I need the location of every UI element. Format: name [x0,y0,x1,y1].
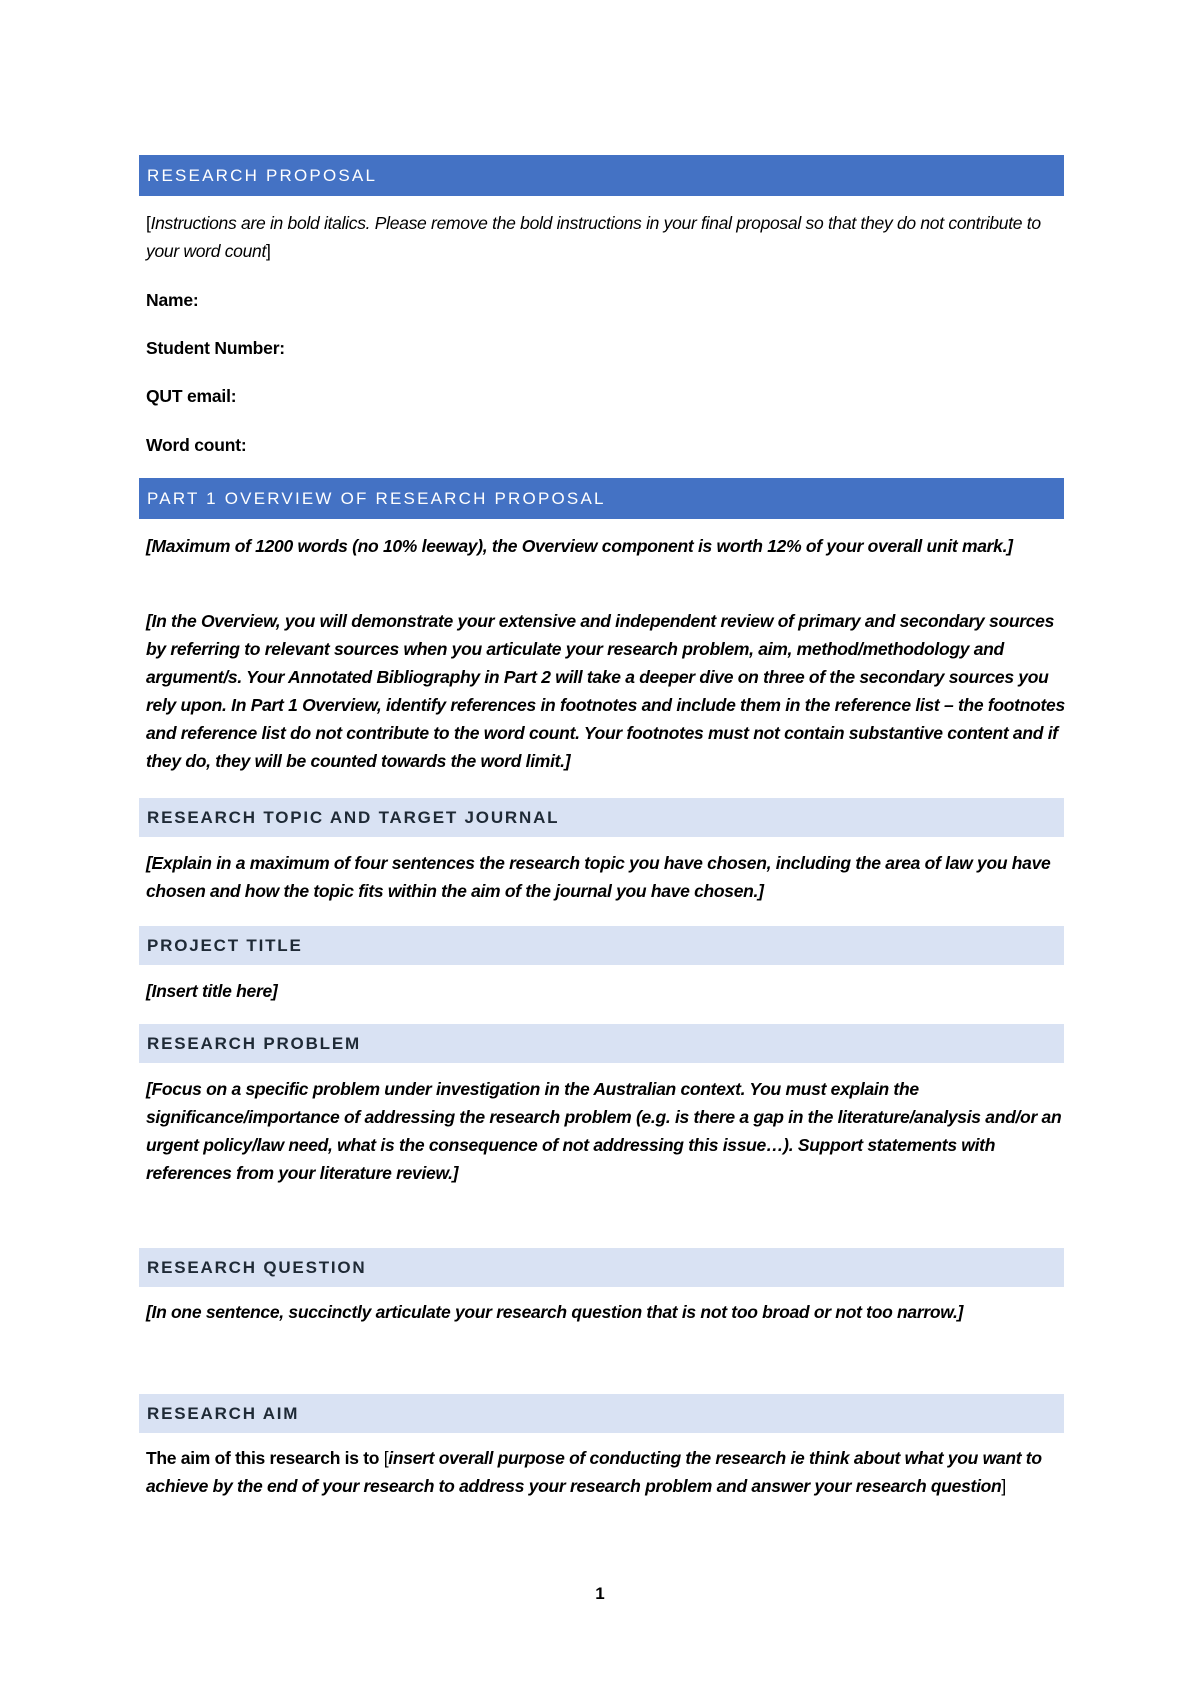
research-aim-header [139,1394,1064,1433]
research-proposal-header-text: RESEARCH PROPOSAL [147,166,378,185]
research-topic-header [139,798,1064,837]
research-aim-lead: The aim of this research is to [146,1448,384,1468]
research-proposal-header [139,155,1064,196]
research-topic-instruction: [Explain in a maximum of four sentences the research topic you have chosen, including the area of law you have chosen and how the topic fits within the aim of the journal you have chosen.] [146,853,1051,901]
intro-instruction [146,209,1066,265]
research-aim-header-text: RESEARCH AIM [147,1404,300,1423]
project-title-header [139,926,1064,965]
research-problem-header [139,1024,1064,1063]
research-question-instruction: [In one sentence, succinctly articulate your research question that is not too broad or not too narrow.] [146,1302,964,1322]
word-count-field-label: Word count: [146,435,247,455]
research-problem-header-text: RESEARCH PROBLEM [147,1034,361,1053]
research-topic-header-text: RESEARCH TOPIC AND TARGET JOURNAL [147,808,560,827]
student-number-field-label: Student Number: [146,338,285,358]
research-aim-body [146,1444,1066,1500]
part1-header-text: PART 1 OVERVIEW OF RESEARCH PROPOSAL [147,489,606,508]
research-question-header-text: RESEARCH QUESTION [147,1258,367,1277]
intro-instruction-text: Instructions are in bold italics. Please remove the bold instructions in your final proposal so that they do not contribute to your word count [146,213,1041,261]
research-aim-open-bracket: [ [383,1448,389,1468]
part1-instruction-word-limit: [Maximum of 1200 words (no 10% leeway), the Overview component is worth 12% of your overall unit mark.] [146,536,1013,556]
research-aim-instruction: insert overall purpose of conducting the research ie think about what you want to achieve by the end of your research to address your research problem and answer your research question [146,1448,1042,1496]
project-title-header-text: PROJECT TITLE [147,936,303,955]
qut-email-field-label: QUT email: [146,386,237,406]
research-problem-instruction: [Focus on a specific problem under investigation in the Australian context. You must explain the significance/importance of addressing the research problem (e.g. is there a gap in the literature/analysis and/or an urgent policy/law need, what is the consequence of not addressing this issue…). Support statements with references from your literature review.] [146,1079,1062,1183]
part1-header [139,478,1064,519]
name-field-label: Name: [146,290,199,310]
page-number: 1 [595,1584,605,1603]
research-aim-close-bracket: ] [1001,1476,1006,1496]
project-title-instruction: [Insert title here] [146,981,278,1001]
intro-instruction-open-bracket: [ [146,213,151,233]
part1-instruction-overview: [In the Overview, you will demonstrate your extensive and independent review of primary and secondary sources by referring to relevant sources when you articulate your research problem, aim, method/methodology and argument/s. Your Annotated Bibliography in Part 2 will take a deeper dive on three of the secondary sources you rely upon. In Part 1 Overview, identify references in footnotes and include them in the reference list – the footnotes and reference list do not contribute to the word count. Your footnotes must not contain substantive content and if they do, they will be counted towards the word limit.] [146,611,1065,771]
intro-instruction-close-bracket: ] [266,241,271,261]
research-question-header [139,1248,1064,1287]
